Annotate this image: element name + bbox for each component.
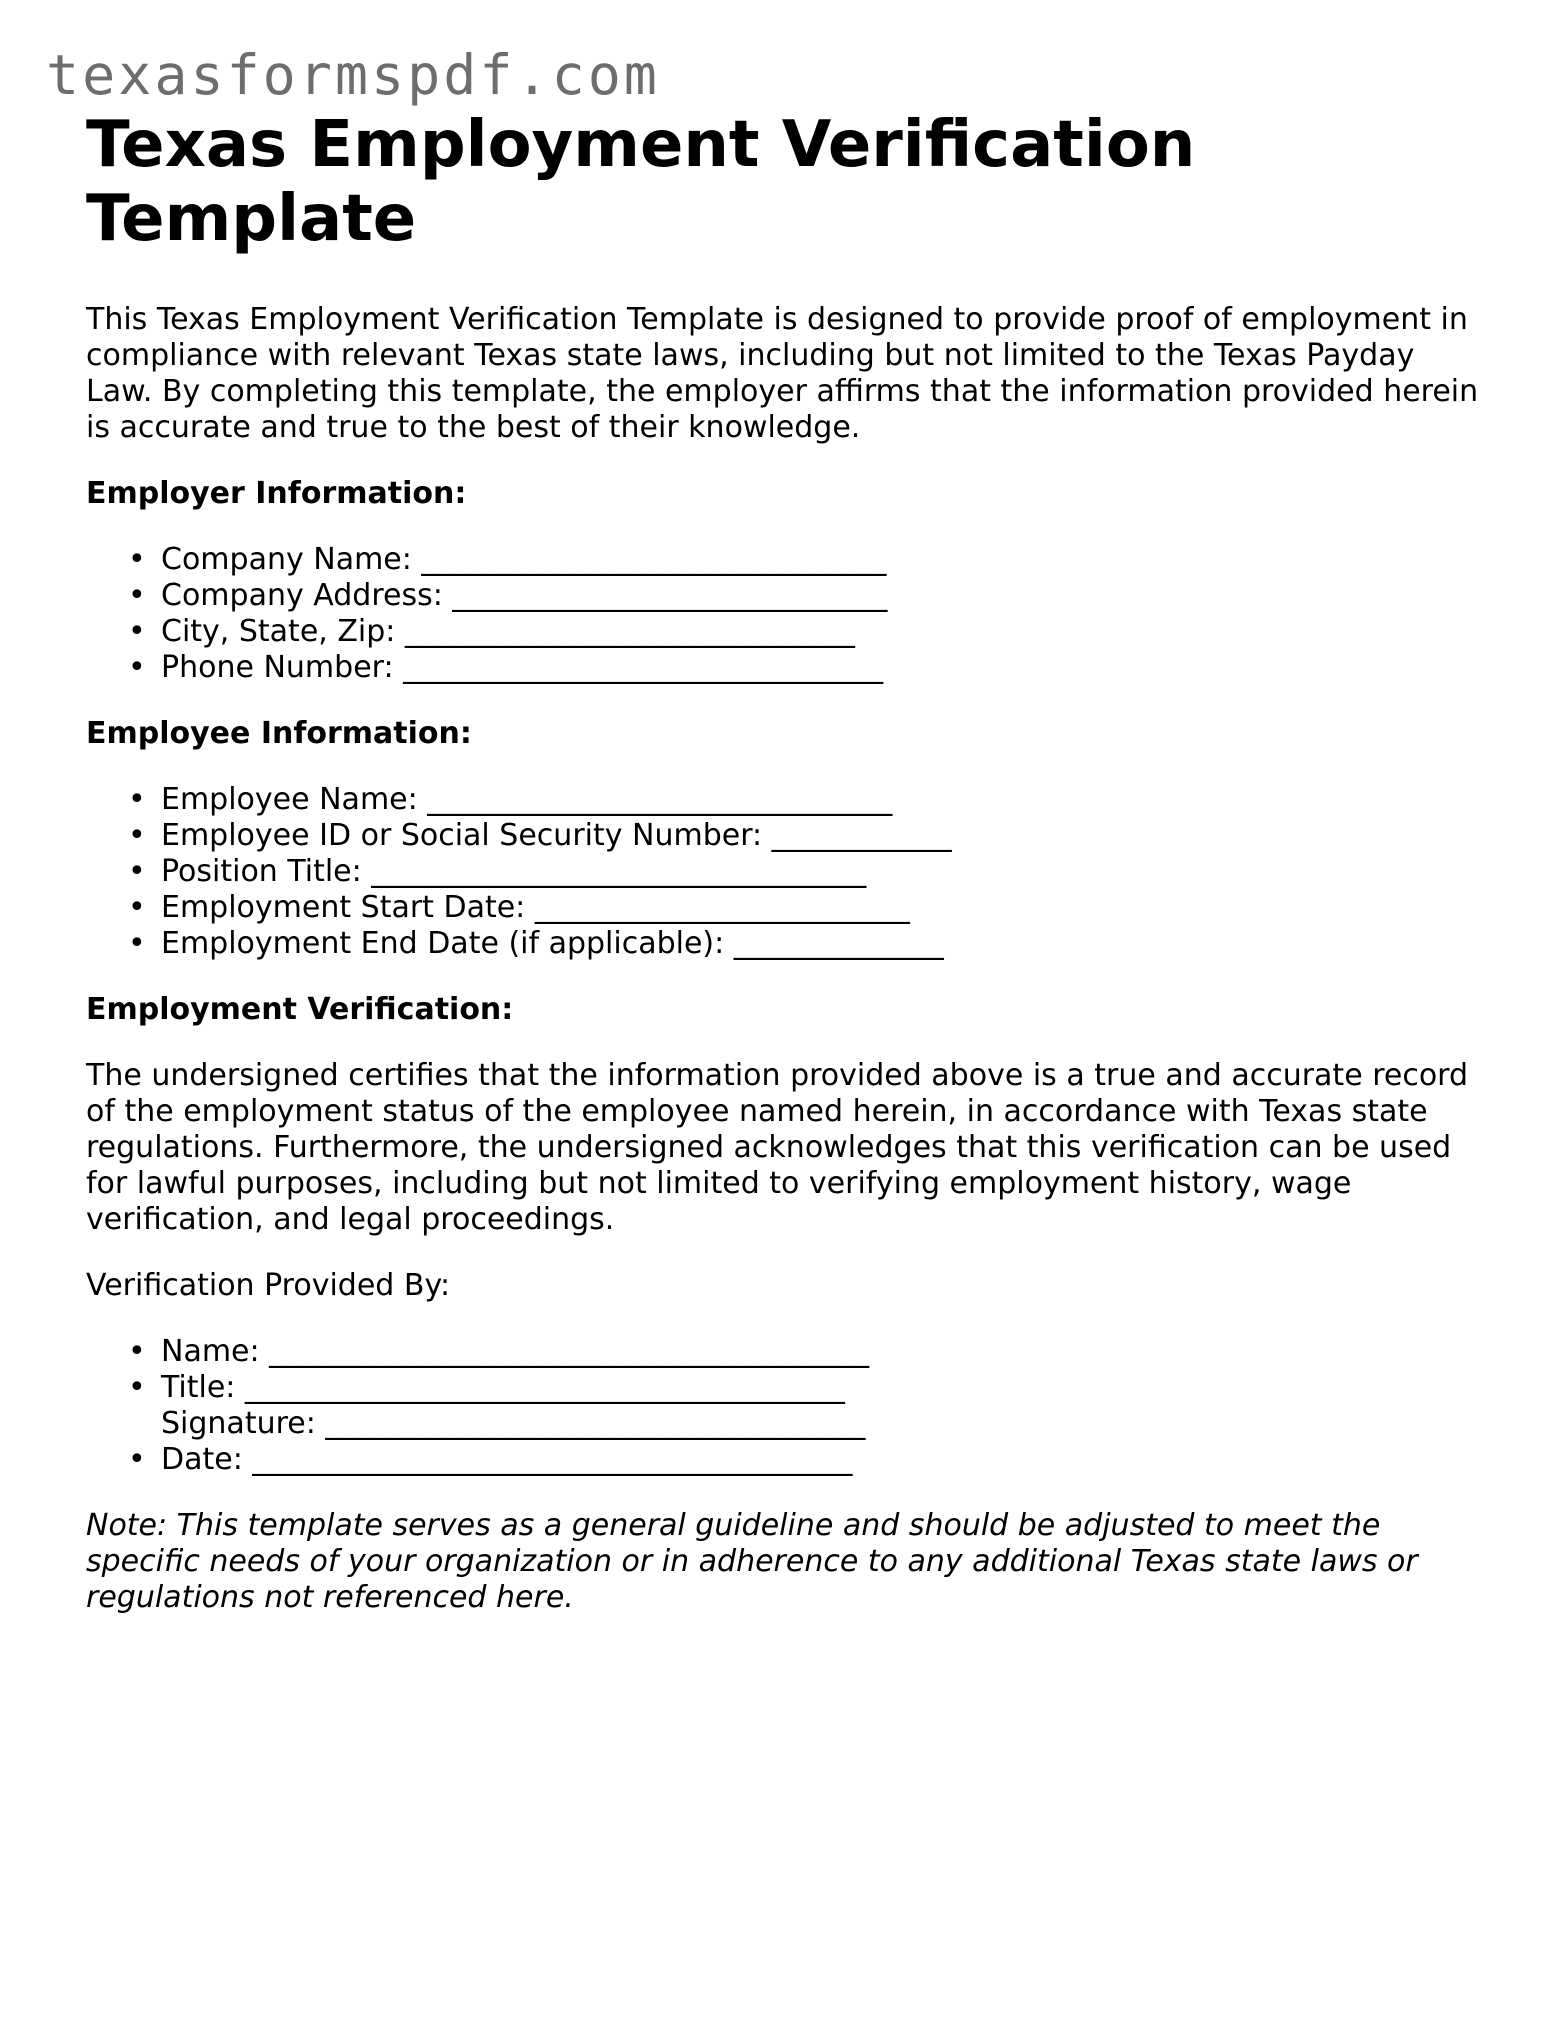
provided-by-label: Verification Provided By: <box>86 1268 451 1303</box>
bullet-icon: • <box>128 614 146 649</box>
field-label: Employment Start Date: _________________________ <box>161 890 910 925</box>
bullet-icon: • <box>128 1370 146 1405</box>
bullet-icon: • <box>128 650 146 685</box>
employee-id-field <box>86 818 1486 854</box>
field-label: Employee ID or Social Security Number: ____________ <box>161 818 952 853</box>
employee-field-list <box>86 782 1486 962</box>
employer-field-list <box>86 542 1486 686</box>
field-label: Employment End Date (if applicable): ______________ <box>161 926 944 961</box>
bullet-icon: • <box>128 782 146 817</box>
signatory-name-field <box>86 1334 1486 1370</box>
start-date-field <box>86 890 1486 926</box>
field-label: City, State, Zip: ______________________________ <box>161 614 855 649</box>
bullet-icon: • <box>128 1334 146 1369</box>
disclaimer-note: Note: This template serves as a general guideline and should be adjusted to meet the specific needs of your organization or in adherence to any additional Texas state laws or regulations not referenced here. <box>86 1508 1418 1615</box>
field-label: Name: ________________________________________ <box>161 1334 870 1369</box>
position-title-field <box>86 854 1486 890</box>
phone-number-field <box>86 650 1486 686</box>
field-label: Position Title: _________________________________ <box>161 854 867 889</box>
bullet-icon: • <box>128 1442 146 1477</box>
field-label: Signature: ____________________________________ <box>161 1406 866 1441</box>
field-label: Phone Number: ________________________________ <box>161 650 884 685</box>
city-state-zip-field <box>86 614 1486 650</box>
company-address-field <box>86 578 1486 614</box>
document-title: Texas Employment Verification Template <box>86 108 1196 256</box>
employer-section-heading: Employer Information: <box>86 476 467 511</box>
field-label: Employee Name: _______________________________ <box>161 782 893 817</box>
company-name-field <box>86 542 1486 578</box>
signatory-date-field <box>86 1442 1486 1478</box>
bullet-icon: • <box>128 818 146 853</box>
bullet-icon: • <box>128 926 146 961</box>
verification-section-heading: Employment Verification: <box>86 992 514 1027</box>
bullet-icon: • <box>128 542 146 577</box>
intro-paragraph: This Texas Employment Verification Template is designed to provide proof of employment in compliance with relevant Texas state laws, including but not limited to the Texas Payday Law. By completing this template, the employer affirms that the information provided herein is accurate and true to the best of their knowledge. <box>86 302 1479 445</box>
field-label: Company Address: _____________________________ <box>161 578 888 613</box>
end-date-field <box>86 926 1486 962</box>
employee-name-field <box>86 782 1486 818</box>
signatory-field-list <box>86 1334 1486 1478</box>
bullet-icon: • <box>128 854 146 889</box>
field-label: Title: ________________________________________ <box>161 1370 845 1405</box>
signature-field <box>86 1406 1486 1442</box>
employee-section-heading: Employee Information: <box>86 716 472 751</box>
bullet-icon: • <box>128 890 146 925</box>
bullet-icon: • <box>128 578 146 613</box>
verification-paragraph: The undersigned certifies that the information provided above is a true and accurate record of the employment status of the employee named herein, in accordance with Texas state regulations. Furthermore, the undersigned acknowledges that this verification can be used for lawful purposes, including but not limited to verifying employment history, wage verification, and legal proceedings. <box>86 1058 1469 1237</box>
field-label: Company Name: _______________________________ <box>161 542 887 577</box>
field-label: Date: ________________________________________ <box>161 1442 853 1477</box>
signatory-title-field <box>86 1370 1486 1406</box>
document-body <box>86 108 1486 1616</box>
site-watermark: texasformspdf.com <box>46 43 660 107</box>
